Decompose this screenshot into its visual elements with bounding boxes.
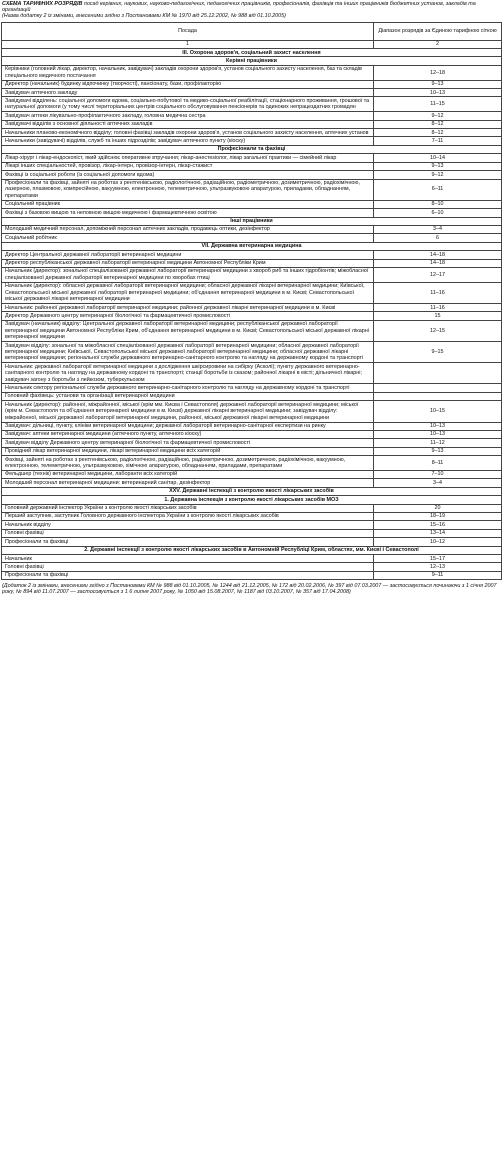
position-cell: Начальник (директор): зональної спеціалізованої державної лабораторії ветеринарної медицини з хвороб риб та інших гідробіонтів; міжобласної спеціалізованої державної лабораторії ветеринарної медицини по хворобах птиці <box>2 267 374 282</box>
table-row <box>2 384 502 392</box>
table-row <box>2 479 502 487</box>
range-cell: 13–14 <box>374 529 502 537</box>
range-cell: 3–4 <box>374 225 502 233</box>
range-cell: 18–19 <box>374 512 502 520</box>
range-cell: 9–13 <box>374 80 502 88</box>
section-heading: VII. Державна ветеринарна медицина <box>2 242 502 250</box>
range-cell: 12–13 <box>374 563 502 571</box>
position-cell: Начальники планово-економічного відділу; головні фахівці закладів охорони здоров'я, установ соціального захисту населення, аптечних установ <box>2 129 374 137</box>
table-row <box>2 538 502 546</box>
position-cell: Професіонали та фахівці <box>2 571 374 579</box>
range-cell: 10–13 <box>374 89 502 97</box>
position-cell: Соціальний робітник <box>2 234 374 242</box>
table-row <box>2 80 502 88</box>
position-cell: Завідувач відділу: зональної та міжобласної спеціалізованої державної лабораторії ветеринарної медицини; обласної державної лабораторії ветеринарної медицини; Київської, Севастопольської міської державної лабораторії ветеринарної медицини; обласної державної лікарні ветеринарної медицини; регіональної служби державного ветеринарно-санітарного контролю та нагляду на державному кордоні та транспорті <box>2 342 374 363</box>
table-row <box>2 282 502 303</box>
range-cell: 10–13 <box>374 430 502 438</box>
table-row <box>2 65 502 80</box>
table-row <box>2 401 502 422</box>
position-cell: Завідувачі відділів з основної діяльності аптечних закладів <box>2 120 374 128</box>
position-cell: Головні фахівці <box>2 529 374 537</box>
range-cell: 12–15 <box>374 320 502 341</box>
range-cell <box>374 363 502 384</box>
table-row <box>2 363 502 384</box>
position-cell: Лікар-хірург і лікар-ендоскопіст, який здійснює оперативне втручання; лікар-анестезіолог, лікар загальної практики — сімейний лікар <box>2 154 374 162</box>
range-cell: 14–18 <box>374 259 502 267</box>
table-row <box>2 259 502 267</box>
table-row <box>2 120 502 128</box>
table-row <box>2 504 502 512</box>
table-row <box>2 200 502 208</box>
table-row <box>2 422 502 430</box>
table-row <box>2 555 502 563</box>
range-cell: 12–17 <box>374 267 502 282</box>
range-cell: 7–10 <box>374 470 502 478</box>
table-row <box>2 470 502 478</box>
range-cell: 15–16 <box>374 521 502 529</box>
section-heading-row <box>2 57 502 65</box>
position-cell: Завідувач аптеки лікувально-профілактичного закладу, головна медична сестра <box>2 112 374 120</box>
table-row <box>2 209 502 217</box>
table-row <box>2 89 502 97</box>
section-heading: III. Охорона здоров'я, соціальний захист населення <box>2 49 502 57</box>
section-heading: Інші працівники <box>2 217 502 225</box>
table-row <box>2 320 502 341</box>
position-cell: Фахівці з базовою вищою та неповною вищою медичною і фармацевтичною освітою <box>2 209 374 217</box>
range-cell: 15–17 <box>374 555 502 563</box>
document-header <box>2 1 501 20</box>
position-cell: Директор Державного центру ветеринарної біологічної та фармацевтичної промисловості <box>2 312 374 320</box>
tariff-table-body <box>2 22 502 580</box>
position-cell: Начальник відділу <box>2 521 374 529</box>
column-number-1: 1 <box>2 40 374 48</box>
table-row <box>2 392 502 400</box>
range-cell: 6 <box>374 234 502 242</box>
position-cell: Головний фахівець: установи та організації ветеринарної медицини <box>2 392 374 400</box>
range-cell: 10–12 <box>374 538 502 546</box>
position-cell: Завідувач: аптеки ветеринарної медицини (аптечного пункту, аптечного кіоску) <box>2 430 374 438</box>
range-cell: 3–4 <box>374 479 502 487</box>
position-cell: Начальник: районної державної лабораторії ветеринарної медицини; районної державної лікарні ветеринарної медицини в м. Києві <box>2 304 374 312</box>
range-cell: 8–10 <box>374 200 502 208</box>
position-cell: Фахівці із соціальної роботи (із соціальної допомоги вдома) <box>2 171 374 179</box>
section-heading-row <box>2 49 502 57</box>
position-cell: Завідувач (начальник) відділу: Центральної державної лабораторії ветеринарної медицини; республіканської державної лабораторії ветеринарної медицини Автономної Республіки Крим, об'єднання ветеринарної медицини в м. Києві; Севастопольської міської державної лікарні ветеринарної медицини <box>2 320 374 341</box>
range-cell: 9–13 <box>374 447 502 455</box>
position-cell: Молодший медичний персонал, допоміжний персонал аптечних закладів, продавець оптики, дезінфектор <box>2 225 374 233</box>
column-number-row <box>2 40 502 48</box>
table-row <box>2 512 502 520</box>
table-row <box>2 97 502 112</box>
table-row <box>2 234 502 242</box>
range-cell: 6–10 <box>374 209 502 217</box>
section-heading-row <box>2 496 502 504</box>
range-cell: 9–12 <box>374 171 502 179</box>
position-cell: Головні фахівці <box>2 563 374 571</box>
position-cell: Начальники (завідувачі) відділів, служб та інших підрозділів; завідувач аптечного пункту (кіоску) <box>2 137 374 145</box>
column-number-2: 2 <box>374 40 502 48</box>
table-row <box>2 563 502 571</box>
range-cell: 10–14 <box>374 154 502 162</box>
section-heading-row <box>2 546 502 554</box>
tariff-table <box>1 22 502 581</box>
range-cell: 11–12 <box>374 439 502 447</box>
position-cell: Фахівці, зайняті на роботах з рентгенівською, радіологічною, радіаційною, радіометричною, дозиметричною, радіохімічною, вакуумною, електронною, телеметричною, ультразвуковою, хімічною апаратурою, обладнанням, приладами, препаратами <box>2 456 374 471</box>
range-cell: 12–18 <box>374 65 502 80</box>
section-heading-row <box>2 217 502 225</box>
table-header-row <box>2 22 502 40</box>
position-cell: Начальник сектору регіональної служби державного ветеринарно-санітарного контролю та нагляду на державному кордоні та транспорті <box>2 384 374 392</box>
table-row <box>2 571 502 579</box>
table-row <box>2 251 502 259</box>
column-header-range: Діапазон розрядів за Єдиною тарифною сіткою <box>374 22 502 40</box>
position-cell: Начальник (директор): обласної державної лабораторії ветеринарної медицини; обласної державної лікарні ветеринарної медицини; Київської, Севастопольської міської державної лабораторії ветеринарної медицини; об'єднання ветеринарної медицини в м. Києві; Севастопольської міської державної лікарні ветеринарної медицини <box>2 282 374 303</box>
table-row <box>2 129 502 137</box>
range-cell: 10–15 <box>374 401 502 422</box>
section-heading: Професіонали та фахівці <box>2 145 502 153</box>
range-cell: 15 <box>374 312 502 320</box>
range-cell: 8–11 <box>374 456 502 471</box>
range-cell: 9–12 <box>374 112 502 120</box>
position-cell: Начальник (директор): районної, міжрайонної, міської (крім мм. Києва і Севастополя) державної лабораторії ветеринарної медицини; міської (крім м. Севастополя та об'єднання ветеринарної медицини в м. Києві) державної лікарні ветеринарної медицини; завідувач відділу: міжрайонної, міської державної лабораторії ветеринарної медицини, районної, міської державної лікарні ветеринарної медицини <box>2 401 374 422</box>
section-heading: 1. Державна інспекція з контролю якості лікарських засобів МОЗ <box>2 496 502 504</box>
table-row <box>2 447 502 455</box>
position-cell: Головний державний інспектор України з контролю якості лікарських засобів <box>2 504 374 512</box>
position-cell: Професіонали та фахівці <box>2 538 374 546</box>
section-heading: XXV. Державні інспекції з контролю якості лікарських засобів <box>2 487 502 495</box>
range-cell: 10–13 <box>374 422 502 430</box>
position-cell: Начальник: державної лабораторії ветеринарної медицини з дослідження шкірсировини на сибірку (Асколі); пункту державного ветеринарно-санітарного контролю та нагляду на державному кордоні та транспорті; станції боротьби із сказом; районної лікарні в місті; дільничної лікарні; завідувач загону з боротьби з лейкозом, туберкульозом <box>2 363 374 384</box>
table-row <box>2 304 502 312</box>
position-cell: Начальник <box>2 555 374 563</box>
range-cell: 20 <box>374 504 502 512</box>
position-cell: Завідувач відділу Державного центру ветеринарної біологічної та фармацевтичної промисловості <box>2 439 374 447</box>
table-row <box>2 529 502 537</box>
table-row <box>2 430 502 438</box>
section-heading-row <box>2 145 502 153</box>
section-heading: Керівні працівники <box>2 57 502 65</box>
position-cell: Директор (начальник) будинку відпочинку (творчості), пансіонату, бази, профілакторію <box>2 80 374 88</box>
range-cell: 7–11 <box>374 137 502 145</box>
range-cell <box>374 392 502 400</box>
position-cell: Фельдшер (технік) ветеринарної медицини, лаборанти всіх категорій <box>2 470 374 478</box>
table-row <box>2 521 502 529</box>
position-cell: Завідувач аптечного закладу <box>2 89 374 97</box>
section-heading: 2. Державні інспекції з контролю якості лікарських засобів в Автономній Республіці Крим, областях, мм. Києві і Севастополі <box>2 546 502 554</box>
title-amendment-note: (Назва додатку 2 із змінами, внесеними згідно з Постановами КМ № 1970 від 25.12.2002, № 988 від 01.10.2005) <box>2 13 286 20</box>
range-cell: 11–16 <box>374 282 502 303</box>
range-cell: 14–18 <box>374 251 502 259</box>
table-row <box>2 342 502 363</box>
position-cell: Директор республіканської державної лабораторії ветеринарної медицини Автономної Республіки Крим <box>2 259 374 267</box>
position-cell: Директор Центральної державної лабораторії ветеринарної медицини <box>2 251 374 259</box>
range-cell: 8–12 <box>374 120 502 128</box>
table-row <box>2 267 502 282</box>
position-cell: Перший заступник, заступник Головного державного інспектора України з контролю якості лікарських засобів <box>2 512 374 520</box>
table-row <box>2 137 502 145</box>
column-header-position: Посада <box>2 22 374 40</box>
range-cell: 6–11 <box>374 179 502 200</box>
position-cell: Професіонали та фахівці, зайняті на роботах з рентгенівською, радіологічною, радіаційною, радіометричною, дозиметричною, радіохімічною, лазерною, плазмовою, компресійною, вакуумною, електронною, телеметричною, ультразвуковою апаратурою, приладами, обладнанням, препаратами <box>2 179 374 200</box>
range-cell <box>374 384 502 392</box>
table-row <box>2 171 502 179</box>
range-cell: 11–16 <box>374 304 502 312</box>
range-cell: 9–11 <box>374 571 502 579</box>
table-row <box>2 112 502 120</box>
position-cell: Провідний лікар ветеринарної медицини, лікарі ветеринарної медицини всіх категорій <box>2 447 374 455</box>
range-cell: 8–12 <box>374 129 502 137</box>
section-heading-row <box>2 487 502 495</box>
table-row <box>2 456 502 471</box>
range-cell: 9–13 <box>374 162 502 170</box>
table-row <box>2 225 502 233</box>
table-row <box>2 154 502 162</box>
position-cell: Соціальний працівник <box>2 200 374 208</box>
document-footer-note: (Додаток 2 із змінами, внесеними згідно з Постановами КМ № 988 від 01.10.2005, № 1244 від 21.12.2005, № 172 від 20.02.2006, № 397 від 07.03.2007 — застосовується починаючи з 1 січня 2007 року, № 894 від 11.07.2007 — застосовується з 1 6 липня 2007 року, № 1050 від 15.08.2007, № 1187 від 03.10.2007, № 357 від 17.04.2008) <box>2 583 497 596</box>
table-row <box>2 312 502 320</box>
position-cell: Завідувачі відділень: соціальної допомоги вдома, соціально-побутової та медико-соціальної реабілітації, стаціонарного проживання, грошової та натуральної допомоги (у тому числі територіальних центрів соціального обслуговування пенсіонерів та одиноких непрацездатних громадян <box>2 97 374 112</box>
table-row <box>2 179 502 200</box>
document-title: СХЕМА ТАРИФНИХ РОЗРЯДІВ <box>2 1 83 7</box>
position-cell: Молодший персонал ветеринарної медицини: ветеринарний санітар, дезінфектор <box>2 479 374 487</box>
position-cell: Керівники (головний лікар, директор, начальник, завідувач) закладів охорони здоров'я, установ соціального захисту населення, баз та складів спеціального медичного постачання <box>2 65 374 80</box>
table-row <box>2 439 502 447</box>
range-cell: 9–15 <box>374 342 502 363</box>
position-cell: Завідувач: дільниці, пункту, клініки ветеринарної медицини; державної лабораторії ветеринарно-санітарної експертизи на ринку <box>2 422 374 430</box>
table-row <box>2 162 502 170</box>
position-cell: Лікарі інших спеціальностей, провізор, лікар-інтерн, провізор-інтерн, лікар-стажист <box>2 162 374 170</box>
document-subtitle: посад керівних, наукових, науково-педагогічних, педагогічних працівників, професіоналів, фахівців та інших працівників бюджетних установ, закладів та організацій <box>2 1 476 14</box>
section-heading-row <box>2 242 502 250</box>
range-cell: 11–15 <box>374 97 502 112</box>
